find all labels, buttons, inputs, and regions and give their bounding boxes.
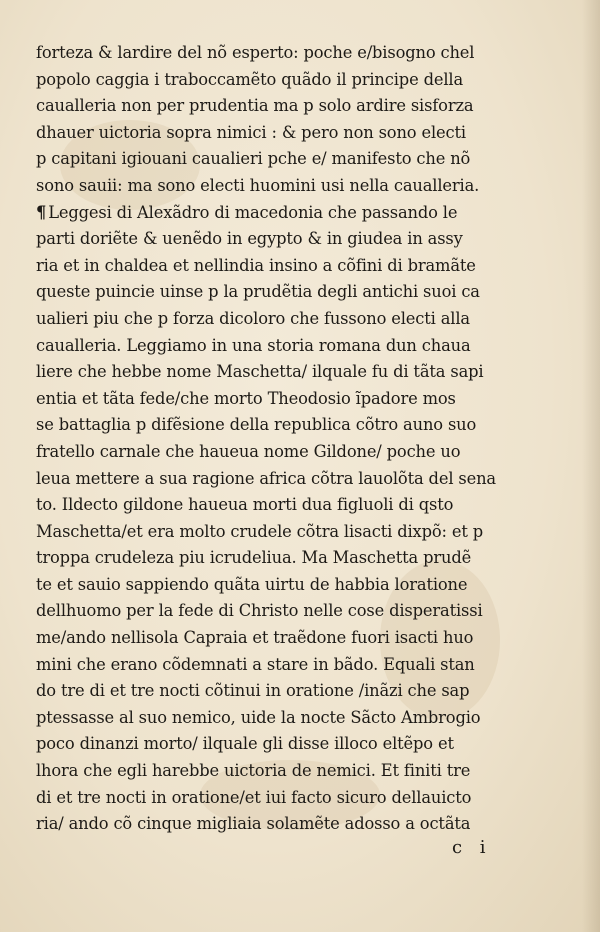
- text-line: Maschetta/et era molto crudele cõtra lisacti dixpõ: et p: [36, 521, 484, 541]
- text-line: lhora che egli harebbe uictoria de nemici. Et finiti tre: [36, 761, 471, 781]
- text-line: ria/ ando cõ cinque migliaia solamẽte adosso a octãta: [36, 814, 471, 834]
- text-line: di et tre nocti in oratione/et iui facto sicuro dellauicto: [36, 787, 472, 807]
- text-line: ualieri piu che p forza dicoloro che fussono electi alla: [36, 308, 470, 328]
- text-line: p capitani igiouani caualieri pche e/ manifesto che nõ: [36, 149, 471, 169]
- text-line: caualleria. Leggiamo in una storia romana dun chaua: [36, 335, 471, 355]
- text-line: fratello carnale che haueua nome Gildone/ poche uo: [36, 441, 461, 461]
- text-line: me/ando nellisola Capraia et traẽdone fuori isacti huo: [36, 628, 474, 648]
- text-line: te et sauio sappiendo quãta uirtu de habbia loratione: [36, 574, 468, 594]
- text-line: to. Ildecto gildone haueua morti dua figluoli di qsto: [36, 495, 454, 515]
- text-line: entia et tãta fede/che morto Theodosio ĩpadore mos: [36, 388, 456, 408]
- text-line: popolo caggia i traboccamẽto quãdo il principe della: [36, 69, 464, 89]
- text-line: troppa crudeleza piu icrudeliua. Ma Maschetta prudẽ: [36, 548, 472, 568]
- text-line: leua mettere a sua ragione africa cõtra lauolõta del sena: [36, 468, 496, 488]
- text-line: sono sauii: ma sono electi huomini usi nella caualleria.: [36, 175, 480, 195]
- text-line: forteza & lardire del nõ esperto: poche e/bisogno chel: [36, 43, 475, 62]
- text-line: ria et in chaldea et nellindia insino a cõfini di bramãte: [36, 255, 476, 275]
- text-line: queste puincie uinse p la prudẽtia degli antichi suoi ca: [36, 282, 480, 302]
- text-block: [36, 40, 516, 838]
- text-line: ptessasse al suo nemico, uide la nocte Sãcto Ambrogio: [36, 707, 481, 727]
- text-line: parti doriẽte & uenẽdo in egypto & in giudea in assy: [36, 229, 463, 249]
- text-line: mini che erano cõdemnati a stare in bãdo. Equali stan: [36, 654, 475, 674]
- text-line: se battaglia p difẽsione della republica cõtro auno suo: [36, 415, 477, 435]
- paragraph-mark: ¶: [36, 202, 47, 222]
- text-line-content: Leggesi di Alexãdro di macedonia che passando le: [48, 202, 458, 222]
- text-line: liere che hebbe nome Maschetta/ ilquale fu di tãta sapi: [36, 362, 484, 382]
- text-line: [36, 200, 516, 227]
- signature-mark: c i: [452, 837, 492, 858]
- text-line: dellhuomo per la fede di Christo nelle cose disperatissi: [36, 601, 483, 621]
- text-line: dhauer uictoria sopra nimici : & pero non sono electi: [36, 122, 466, 142]
- text-line: poco dinanzi morto/ ilquale gli disse illoco eltẽpo et: [36, 734, 454, 754]
- text-line: do tre di et tre nocti cõtinui in oratione /inãzi che sap: [36, 681, 470, 701]
- page-edge-shadow: [582, 0, 600, 932]
- text-line: caualleria non per prudentia ma p solo ardire sisforza: [36, 96, 474, 116]
